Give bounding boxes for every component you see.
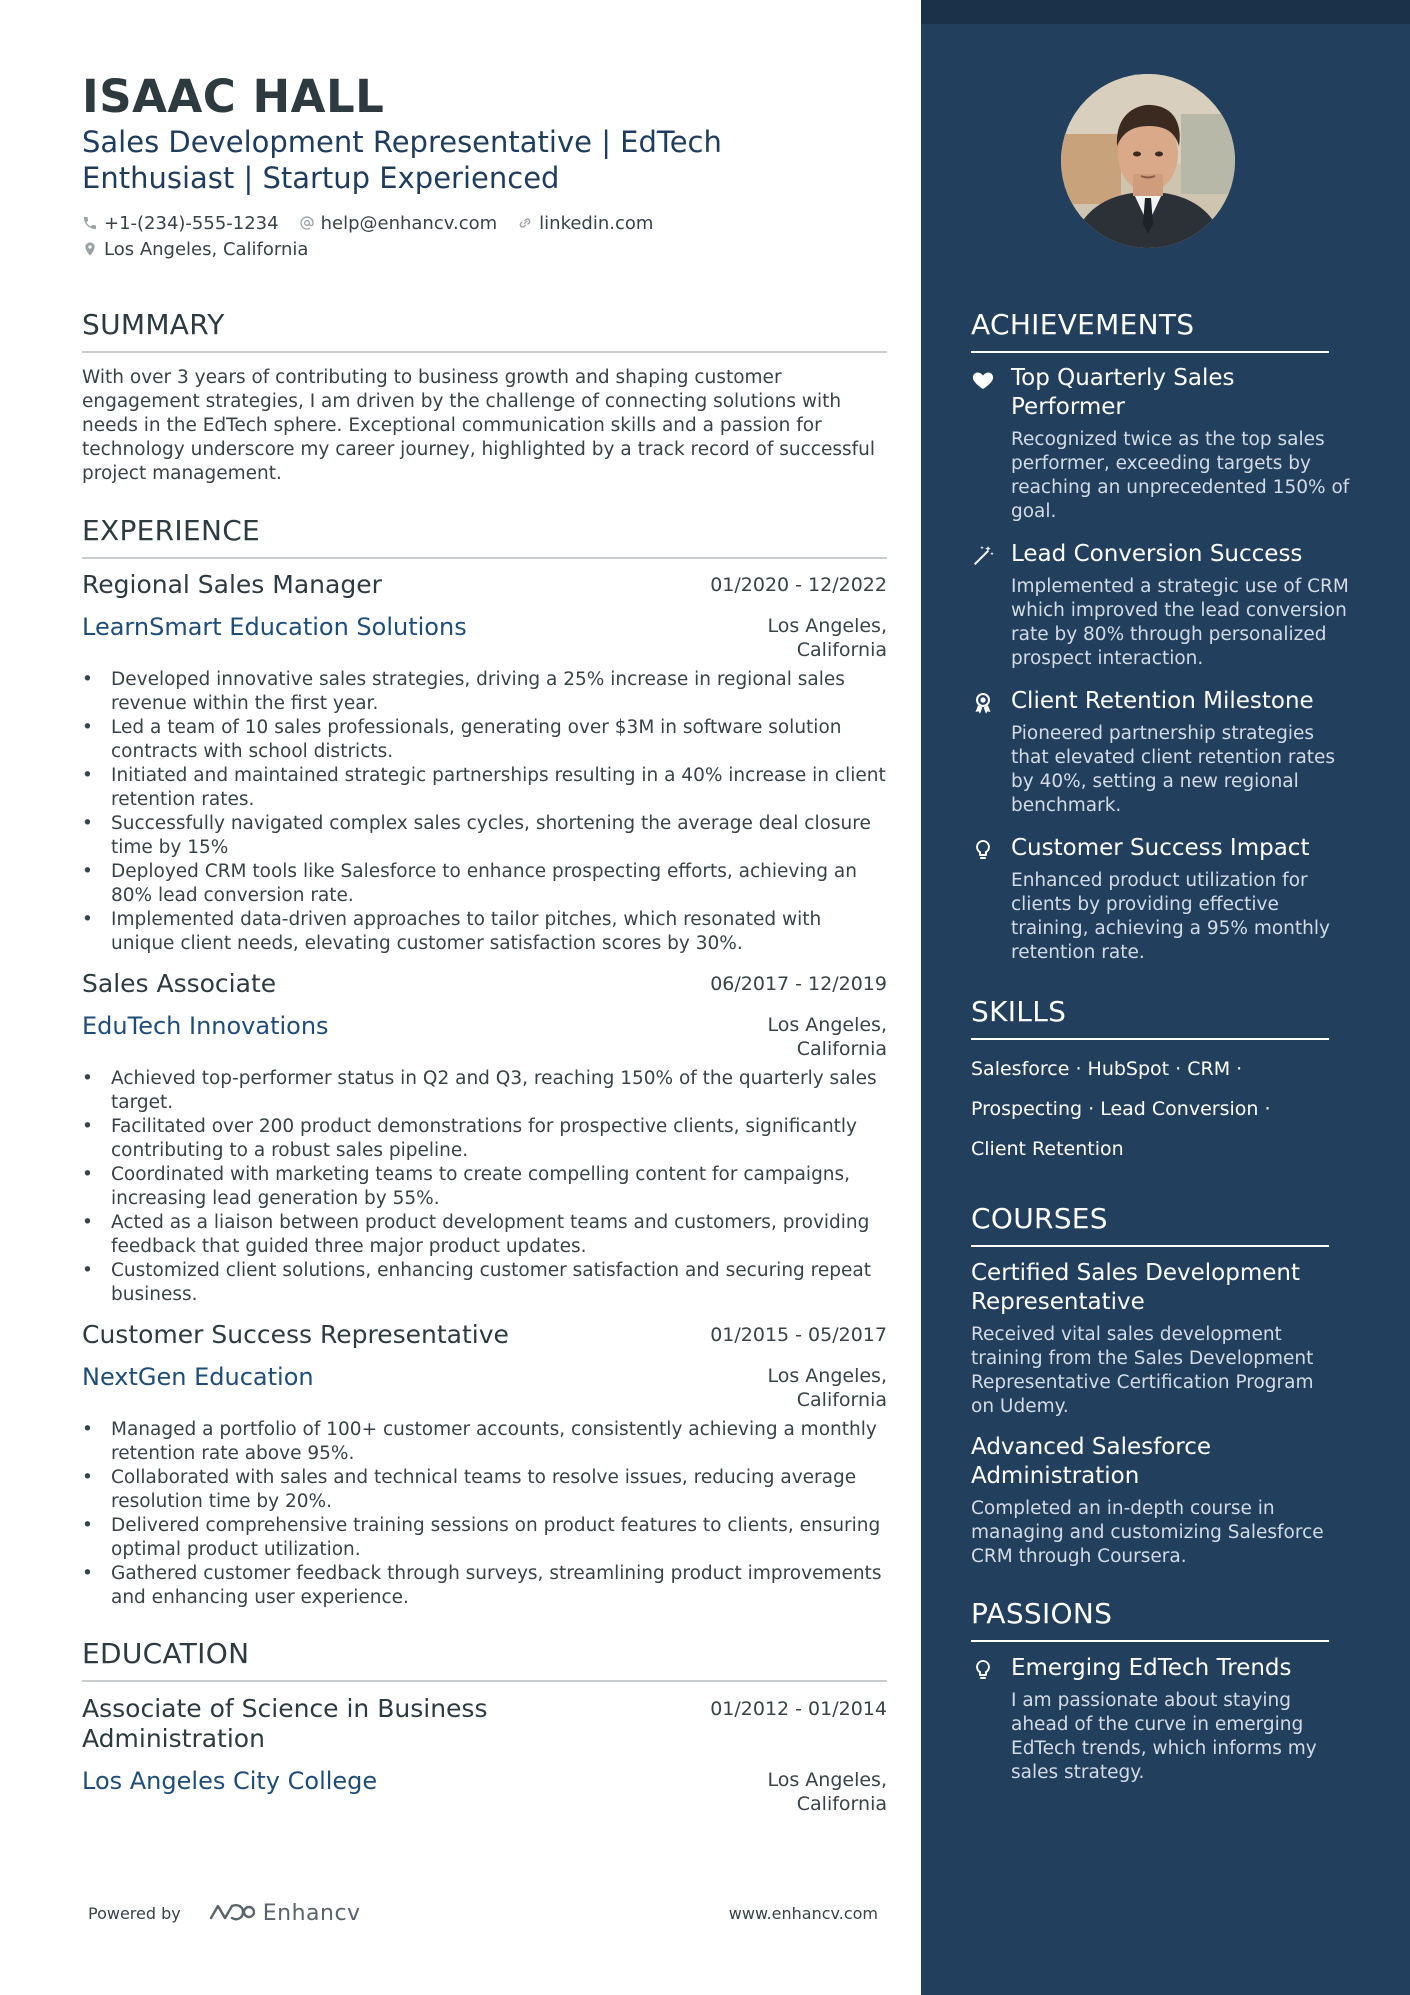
- education-dates: 01/2012 - 01/2014: [710, 1698, 887, 1720]
- school-name: Los Angeles City College: [82, 1767, 378, 1795]
- job-entry: [82, 570, 887, 956]
- company-name: EduTech Innovations: [82, 1012, 329, 1040]
- at-icon: [299, 215, 315, 231]
- course-title: Certified Sales Development Representative: [971, 1260, 1300, 1315]
- skill-tag: Client Retention: [971, 1138, 1124, 1160]
- passion-item: [971, 1654, 1351, 1785]
- bullet-item: • Delivered comprehensive training sessions on product features to clients, ensuring optimal product utilization.: [82, 1514, 887, 1562]
- location-pin-icon: [82, 241, 98, 257]
- job-location-city: Los Angeles,: [767, 615, 887, 637]
- lightbulb-icon: [971, 838, 995, 862]
- bullet-item: • Gathered customer feedback through surveys, streamlining product improvements and enhancing user experience.: [82, 1562, 887, 1610]
- passions-heading: PASSIONS: [971, 1597, 1329, 1642]
- degree-title: Associate of Science in Business Administration: [82, 1694, 488, 1753]
- job-dates: 06/2017 - 12/2019: [710, 973, 887, 995]
- award-icon: [971, 691, 995, 715]
- achievements-heading: ACHIEVEMENTS: [971, 308, 1329, 353]
- contact-info: [82, 210, 673, 262]
- achievement-desc: Pioneered partnership strategies that elevated client retention rates by 40%, setting a new regional benchmark.: [1011, 723, 1336, 816]
- job-location-city: Los Angeles,: [767, 1365, 887, 1387]
- achievement-item: [971, 540, 1351, 671]
- course-item: [971, 1259, 1341, 1419]
- job-location-state: California: [796, 1038, 887, 1060]
- skill-tag: Salesforce: [971, 1058, 1070, 1080]
- footer: [88, 1900, 878, 1926]
- linkedin-item[interactable]: [517, 213, 653, 234]
- footer-website[interactable]: www.enhancv.com: [728, 1903, 878, 1923]
- job-location-city: Los Angeles,: [767, 1014, 887, 1036]
- job-bullets: [82, 1418, 887, 1610]
- job-location-state: California: [796, 1389, 887, 1411]
- skill-tag: Lead Conversion: [1100, 1098, 1259, 1120]
- skills-heading: SKILLS: [971, 995, 1329, 1040]
- achievement-title: Lead Conversion Success: [1011, 541, 1303, 567]
- skills-list: Salesforce · HubSpot · CRM · Prospecting · Lead Conversion · Client Retention: [971, 1058, 1271, 1160]
- company-name: NextGen Education: [82, 1363, 314, 1391]
- company-name: LearnSmart Education Solutions: [82, 613, 467, 641]
- link-icon: [517, 215, 533, 231]
- bullet-item: • Developed innovative sales strategies, driving a 25% increase in regional sales revenue within the first year.: [82, 668, 887, 716]
- course-title: Advanced Salesforce Administration: [971, 1434, 1212, 1489]
- achievement-desc: Implemented a strategic use of CRM which improved the lead conversion rate by 80% through personalized prospect interaction.: [1011, 576, 1349, 669]
- passion-title: Emerging EdTech Trends: [1011, 1655, 1292, 1681]
- achievement-desc: Enhanced product utilization for clients by providing effective training, achieving a 95% monthly retention rate.: [1011, 870, 1330, 963]
- course-desc: Completed an in-depth course in managing and customizing Salesforce CRM through Coursera.: [971, 1498, 1324, 1567]
- powered-by: [88, 1900, 361, 1926]
- sidebar: [921, 0, 1410, 1995]
- phone-item[interactable]: [82, 213, 279, 234]
- job-title: Regional Sales Manager: [82, 570, 382, 599]
- bullet-item: • Collaborated with sales and technical teams to resolve issues, reducing average resolution time by 20%.: [82, 1466, 887, 1514]
- courses-heading: COURSES: [971, 1202, 1329, 1247]
- experience-heading: EXPERIENCE: [82, 514, 887, 559]
- achievement-title: Client Retention Milestone: [1011, 688, 1314, 714]
- bullet-item: • Led a team of 10 sales professionals, generating over $3M in software solution contracts with school districts.: [82, 716, 887, 764]
- achievement-item: [971, 834, 1351, 965]
- lightbulb-icon: [971, 1658, 995, 1682]
- education-heading: EDUCATION: [82, 1637, 887, 1682]
- job-title: Sales Associate: [82, 969, 277, 998]
- skill-tag: Prospecting: [971, 1098, 1083, 1120]
- headline: Sales Development Representative | EdTech Enthusiast | Startup Experienced: [82, 125, 722, 195]
- bullet-item: • Achieved top-performer status in Q2 and Q3, reaching 150% of the quarterly sales target.: [82, 1067, 887, 1115]
- passion-desc: I am passionate about staying ahead of the curve in emerging EdTech trends, which informs my sales strategy.: [1011, 1690, 1317, 1783]
- bullet-item: • Customized client solutions, enhancing customer satisfaction and securing repeat business.: [82, 1259, 887, 1307]
- candidate-name: ISAAC HALL: [82, 70, 385, 123]
- summary-text: With over 3 years of contributing to business growth and shaping customer engagement strategies, I am driven by the challenge of connecting solutions with needs in the EdTech sphere. Exceptional communication skills and a passion for technology underscore my career journey, highlighted by a track record of successful project management.: [82, 367, 875, 484]
- job-dates: 01/2015 - 05/2017: [710, 1324, 887, 1346]
- school-location: [767, 1768, 887, 1816]
- profile-photo: [1061, 74, 1235, 248]
- powered-by-label: Powered by: [88, 1903, 181, 1923]
- job-location: [767, 1013, 887, 1061]
- bullet-item: • Implemented data-driven approaches to tailor pitches, which resonated with unique client needs, elevating customer satisfaction scores by 30%.: [82, 908, 887, 956]
- linkedin-text: linkedin.com: [539, 212, 654, 234]
- job-location: [767, 614, 887, 662]
- location-text: Los Angeles, California: [104, 238, 309, 260]
- job-entry: [82, 1320, 887, 1610]
- magic-wand-icon: [971, 544, 995, 568]
- bullet-item: • Facilitated over 200 product demonstrations for prospective clients, significantly contributing to a robust sales pipeline.: [82, 1115, 887, 1163]
- achievement-title: Customer Success Impact: [1011, 835, 1310, 861]
- skill-tag: CRM: [1187, 1058, 1231, 1080]
- achievement-item: [971, 687, 1351, 818]
- job-location: [767, 1364, 887, 1412]
- email-item[interactable]: [299, 213, 498, 234]
- bullet-item: • Acted as a liaison between product development teams and customers, providing feedback that guided three major product updates.: [82, 1211, 887, 1259]
- achievement-item: [971, 364, 1351, 524]
- skill-tag: HubSpot: [1087, 1058, 1170, 1080]
- school-location-state: California: [796, 1793, 887, 1815]
- bullet-item: • Initiated and maintained strategic partnerships resulting in a 40% increase in client retention rates.: [82, 764, 887, 812]
- job-title: Customer Success Representative: [82, 1320, 509, 1349]
- enhancv-logo[interactable]: [207, 1900, 361, 1926]
- job-location-state: California: [796, 639, 887, 661]
- location-item: [82, 239, 308, 260]
- bullet-item: • Coordinated with marketing teams to create compelling content for campaigns, increasing lead generation by 55%.: [82, 1163, 887, 1211]
- bullet-item: • Deployed CRM tools like Salesforce to enhance prospecting efforts, achieving an 80% lead conversion rate.: [82, 860, 887, 908]
- job-bullets: [82, 668, 887, 956]
- bullet-item: • Managed a portfolio of 100+ customer accounts, consistently achieving a monthly retention rate above 95%.: [82, 1418, 887, 1466]
- enhancv-logo-icon: [207, 1900, 255, 1926]
- job-bullets: [82, 1067, 887, 1307]
- phone-icon: [82, 215, 98, 231]
- phone-text: +1-(234)-555-1234: [104, 212, 279, 234]
- email-text: help@enhancv.com: [320, 212, 498, 234]
- course-item: [971, 1433, 1341, 1569]
- heart-icon: [971, 368, 995, 392]
- education-entry: [82, 1694, 887, 1816]
- sidebar-top-band: [921, 0, 1410, 24]
- job-dates: 01/2020 - 12/2022: [710, 574, 887, 596]
- achievement-desc: Recognized twice as the top sales performer, exceeding targets by reaching an unprecedented 150% of goal.: [1011, 429, 1350, 522]
- achievement-title: Top Quarterly Sales Performer: [1011, 365, 1235, 420]
- bullet-item: • Successfully navigated complex sales cycles, shortening the average deal closure time by 15%: [82, 812, 887, 860]
- course-desc: Received vital sales development training from the Sales Development Representative Certification Program on Udemy.: [971, 1324, 1314, 1417]
- job-entry: [82, 969, 887, 1307]
- summary-heading: SUMMARY: [82, 308, 887, 353]
- school-location-city: Los Angeles,: [767, 1769, 887, 1791]
- enhancv-brand: Enhancv: [262, 1900, 361, 1926]
